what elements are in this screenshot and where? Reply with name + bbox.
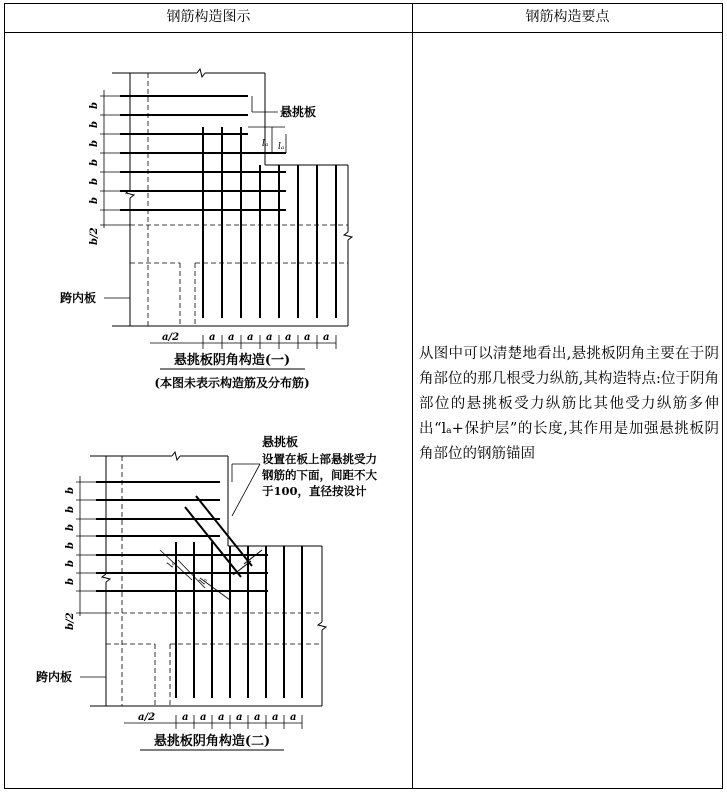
fig2-dim-a-1: a xyxy=(182,712,189,723)
fig1-dim-a-1: a xyxy=(209,332,216,343)
fig2-la-label-2: lₐ xyxy=(197,576,210,587)
fig1-caption: 悬挑板阴角构造(一) xyxy=(173,353,291,368)
fig2-dim-a-7: a xyxy=(290,712,297,723)
fig1-dim-b-4: b xyxy=(89,159,100,166)
fig1-note: (本图未表示构造筋及分布筋) xyxy=(154,376,310,390)
fig2-note-line3: 于100，直径按设计 xyxy=(262,484,367,498)
fig2-dim-a-5: a xyxy=(254,712,261,723)
figure-2-diagram xyxy=(0,400,412,780)
fig1-dim-b-half: b/2 xyxy=(89,227,100,245)
fig2-dim-b-4: b xyxy=(65,542,76,549)
fig2-inner-label: 跨内板 xyxy=(36,670,73,684)
fig2-dim-a-half: a/2 xyxy=(138,712,156,723)
fig2-dim-b-half: b/2 xyxy=(65,612,76,630)
fig2-dim-a-6: a xyxy=(272,712,279,723)
description-text: 从图中可以清楚地看出,悬挑板阴角主要在于阴角部位的那几根受力纵筋,其构造特点:位于阴角部位的悬挑板受力纵筋比其他受力纵筋多伸出“lₐ+保护层”的长度,其作用是加强悬挑板阴角部位的钢筋锚固 xyxy=(419,346,719,462)
fig1-dim-a-2: a xyxy=(228,332,235,343)
fig1-la-label-2: lₐ xyxy=(278,142,285,152)
fig2-la-label: lₐ xyxy=(165,559,178,570)
fig1-dim-b-2: b xyxy=(89,121,100,128)
fig1-dim-a-half: a/2 xyxy=(162,332,180,343)
header-left: 钢筋构造图示 xyxy=(166,9,251,25)
fig1-inner-label: 跨内板 xyxy=(60,291,97,305)
figure-1-diagram xyxy=(0,0,412,400)
fig2-dim-a-3: a xyxy=(218,712,225,723)
fig2-note-line2: 钢筋的下面，间距不大 xyxy=(262,468,377,482)
fig2-cantilever-label: 悬挑板 xyxy=(262,435,299,449)
fig2-dim-b-3: b xyxy=(65,524,76,531)
fig2-note-line1: 设置在板上部悬挑受力 xyxy=(262,452,377,466)
fig2-dim-b-5: b xyxy=(65,560,76,567)
fig1-dim-b-6: b xyxy=(89,197,100,204)
fig2-dim-a-4: a xyxy=(236,712,243,723)
fig2-dim-b-1: b xyxy=(65,487,76,494)
fig1-dim-b-1: b xyxy=(89,102,100,109)
fig1-cantilever-label: 悬挑板 xyxy=(280,105,317,119)
fig1-la-label: lₐ xyxy=(262,139,269,149)
fig2-dim-b-6: b xyxy=(65,578,76,585)
fig1-dim-a-4: a xyxy=(266,332,273,343)
fig1-dim-a-5: a xyxy=(285,332,292,343)
fig1-dim-a-3: a xyxy=(247,332,254,343)
header-right: 钢筋构造要点 xyxy=(525,9,610,25)
fig1-dim-b-5: b xyxy=(89,178,100,185)
fig1-dim-b-3: b xyxy=(89,140,100,147)
fig2-caption: 悬挑板阴角构造(二) xyxy=(153,734,271,749)
fig1-dim-a-7: a xyxy=(323,332,330,343)
fig2-dim-b-2: b xyxy=(65,506,76,513)
fig2-dim-a-2: a xyxy=(200,712,207,723)
fig1-dim-a-6: a xyxy=(304,332,311,343)
